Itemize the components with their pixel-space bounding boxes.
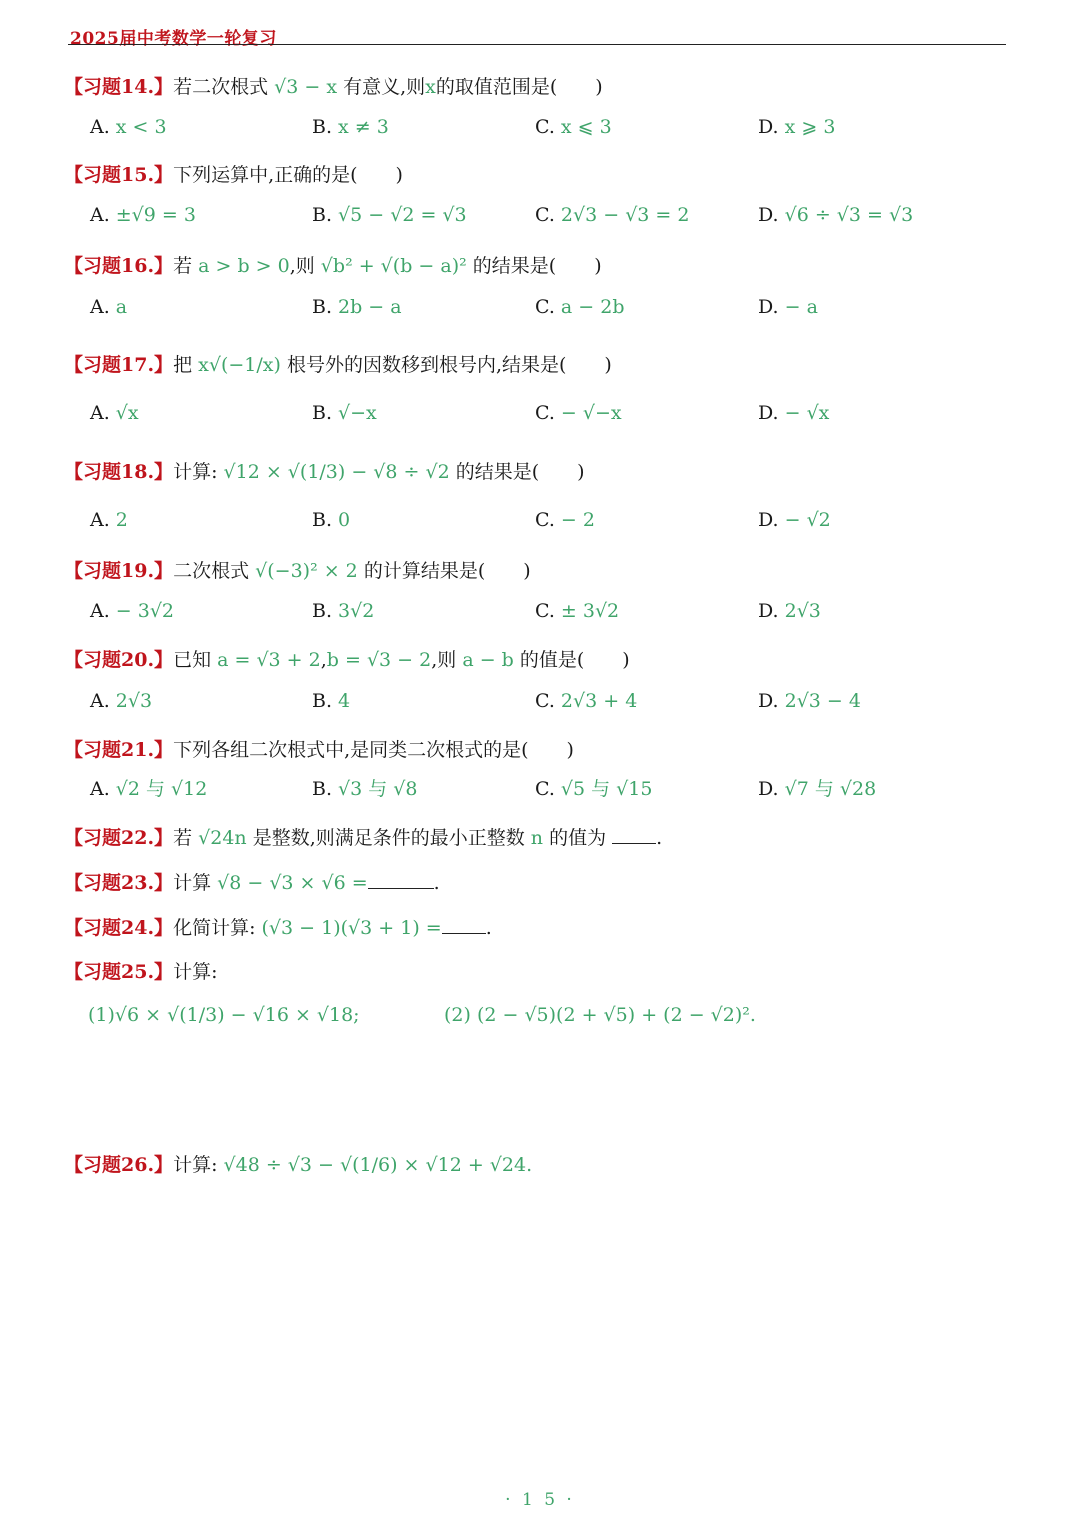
question-tag: 【习题14.】 [64,76,174,98]
question-18 [64,463,585,482]
page-number: · 1 5 · [505,1490,575,1510]
option-value: x ⩽ 3 [560,116,612,138]
question-text: , [320,649,327,671]
question-23: 【习题23.】计算 √8 − √3 × √6 = . [64,872,440,894]
option-value: x < 3 [115,116,167,138]
question-20 [64,651,630,670]
question-text: 计算: [173,1154,218,1176]
question-25 [64,963,217,982]
math-expression: √12 × √(1/3) − √8 ÷ √2 [223,461,450,483]
question-text: 二次根式 [173,560,250,582]
option-value: − √x [784,402,830,424]
option-label: C. [535,690,555,712]
question-text: 把 [173,354,193,376]
option-value: √7 与 √28 [784,778,877,800]
question-text: 的结果是( ) [455,461,585,483]
option-label: A. [90,402,110,424]
option-value: 2√3 [115,690,153,712]
option-value: 0 [338,509,351,531]
option-label: D. [758,690,779,712]
option-value: √−x [338,402,377,424]
header-title: 2025届中考数学一轮复习 [70,29,277,49]
option-label: D. [758,116,779,138]
option-value: 2b − a [338,296,402,318]
math-expression: √8 − √3 × √6 = [217,872,368,894]
question-text: 计算 [173,872,212,894]
question-text: 下列各组二次根式中,是同类二次根式的是( ) [173,739,574,761]
question-tag: 【习题15.】 [64,164,174,186]
option-value: x ⩾ 3 [784,116,836,138]
math-expression: √3 − x [274,76,338,98]
answer-blank[interactable] [442,919,486,934]
question-tag: 【习题21.】 [64,739,174,761]
question-21 [64,741,574,760]
question-text: 有意义,则 [343,76,426,98]
question-25-part-2 [444,1006,756,1025]
question-tag: 【习题17.】 [64,354,174,376]
math-expression: b = √3 − 2 [326,649,432,671]
option-label: D. [758,600,779,622]
question-text: 计算: [173,961,218,983]
question-tag: 【习题26.】 [64,1154,174,1176]
option-label: B. [312,509,333,531]
question-16 [64,257,602,276]
option-value: − 3√2 [115,600,175,622]
option-value: √3 与 √8 [338,778,418,800]
answer-blank[interactable] [612,829,656,844]
math-expression: x [425,76,436,98]
option-value: √6 ÷ √3 = √3 [784,204,914,226]
math-expression: n [530,827,544,849]
option-label: D. [758,509,779,531]
option-label: A. [90,690,110,712]
option-label: C. [535,116,555,138]
question-text: 的结果是( ) [472,255,602,277]
question-tag: 【习题18.】 [64,461,174,483]
question-15 [64,166,403,185]
question-text: ,则 [431,649,457,671]
question-text: 的取值范围是( ) [435,76,603,98]
question-22: 【习题22.】若 √24n 是整数,则满足条件的最小正整数 n 的值为 . [64,827,663,849]
option-label: A. [90,116,110,138]
option-label: A. [90,778,110,800]
option-label: B. [312,116,333,138]
option-value: − √−x [560,402,622,424]
option-label: B. [312,204,333,226]
option-value: √x [115,402,139,424]
math-expression: a − b [462,649,514,671]
option-value: √2 与 √12 [115,778,208,800]
option-value: x ≠ 3 [338,116,389,138]
math-expression: x√(−1/x) [198,354,281,376]
math-expression: (√3 − 1)(√3 + 1) = [261,917,442,939]
question-text: 若 [173,255,193,277]
option-label: B. [312,402,333,424]
option-label: D. [758,296,779,318]
option-value: 3√2 [338,600,375,622]
option-label: B. [312,690,333,712]
option-value: 2√3 [784,600,821,622]
question-tag: 【习题20.】 [64,649,174,671]
question-14 [64,78,603,97]
math-expression: √(−3)² × 2 [255,560,358,582]
question-tag: 【习题16.】 [64,255,174,277]
option-value: ±√9 = 3 [115,204,196,226]
question-text: 若 [173,827,193,849]
option-label: D. [758,204,779,226]
option-value: √5 与 √15 [560,778,653,800]
question-tag: 【习题24.】 [64,917,174,939]
option-value: 2 [115,509,128,531]
answer-blank[interactable] [368,874,434,889]
option-label: B. [312,296,333,318]
option-value: 4 [338,690,351,712]
question-text: 的计算结果是( ) [363,560,531,582]
option-value: 2√3 − 4 [784,690,861,712]
option-label: C. [535,600,555,622]
option-label: A. [90,600,110,622]
question-text: 若二次根式 [173,76,269,98]
question-text: 是整数,则满足条件的最小正整数 [252,827,525,849]
math-expression: √b² + √(b − a)² [320,255,467,277]
math-expression: √24n [198,827,247,849]
option-label: C. [535,778,555,800]
option-label: A. [90,204,110,226]
option-label: C. [535,509,555,531]
option-value: 2√3 + 4 [560,690,638,712]
math-expression: √48 ÷ √3 − √(1/6) × √12 + √24. [223,1154,533,1176]
question-tag: 【习题25.】 [64,961,174,983]
option-label: D. [758,778,779,800]
option-value: √5 − √2 = √3 [338,204,467,226]
option-label: B. [312,778,333,800]
math-expression: a = √3 + 2 [217,649,321,671]
option-label: C. [535,402,555,424]
option-value: − 2 [560,509,595,531]
option-label: B. [312,600,333,622]
option-label: C. [535,204,555,226]
question-text: ,则 [289,255,315,277]
question-text: 下列运算中,正确的是( ) [173,164,403,186]
option-value: − √2 [784,509,831,531]
question-text: 已知 [173,649,212,671]
option-value: 2√3 − √3 = 2 [560,204,690,226]
question-26 [64,1156,532,1175]
question-text: 根号外的因数移到根号内,结果是( ) [286,354,612,376]
question-text: 计算: [173,461,218,483]
math-expression: (1)√6 × √(1/3) − √16 × √18; [88,1004,360,1026]
question-tag: 【习题23.】 [64,872,174,894]
question-text: 化简计算: [173,917,256,939]
option-label: A. [90,509,110,531]
option-value: − a [784,296,818,318]
option-label: C. [535,296,555,318]
question-tag: 【习题22.】 [64,827,174,849]
question-tag: 【习题19.】 [64,560,174,582]
option-value: a − 2b [560,296,625,318]
option-label: A. [90,296,110,318]
question-text: 的值是( ) [519,649,630,671]
header-rule [68,44,1006,45]
question-text: 的值为 [549,827,607,849]
math-expression: a > b > 0 [198,255,290,277]
option-value: a [115,296,128,318]
question-25-part-1 [88,1006,360,1025]
option-value: ± 3√2 [560,600,620,622]
option-label: D. [758,402,779,424]
question-17 [64,356,612,375]
question-19 [64,562,531,581]
question-24: 【习题24.】化简计算: (√3 − 1)(√3 + 1) = . [64,917,492,939]
math-expression: (2) (2 − √5)(2 + √5) + (2 − √2)². [444,1004,756,1026]
